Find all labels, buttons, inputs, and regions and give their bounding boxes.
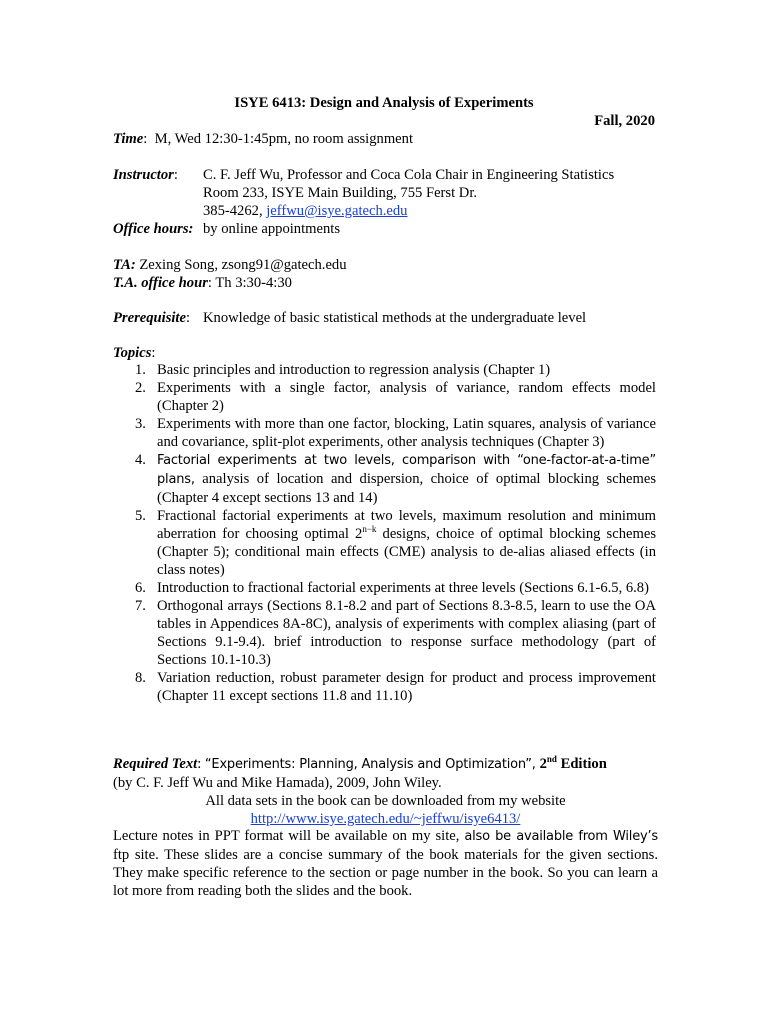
instructor-email-link[interactable]: jeffwu@isye.gatech.edu	[266, 203, 408, 219]
topic-number: 1.	[135, 362, 146, 378]
topic-text: analysis of location and dispersion, choice of optimal blocking schemes (Chapter 4 except sections 13 and 14)	[157, 471, 656, 506]
instructor-contact	[203, 202, 407, 220]
topic-text: Basic principles and introduction to regression analysis (Chapter 1)	[157, 362, 551, 378]
book-authors: (by C. F. Jeff Wu and Mike Hamada), 2009, John Wiley.	[113, 775, 442, 791]
exponent: n−k	[362, 524, 377, 535]
topic-item	[113, 379, 656, 415]
topic-text: Fractional factorial experiments at two levels, maximum resolution and minimum aberration for choosing optimal 2	[157, 508, 656, 542]
required-text-section	[113, 755, 658, 828]
topic-number: 7.	[135, 598, 146, 614]
topic-text: Experiments with a single factor, analysis of variance, random effects model (Chapter 2)	[157, 380, 656, 414]
time-label: Time	[113, 131, 144, 147]
topic-text-cont: designs, choice of optimal blocking schemes (Chapter 5); conditional main effects (CME) analysis to de-alias aliased effects (in class notes)	[157, 526, 656, 578]
topic-number: 4.	[135, 452, 146, 468]
prerequisite-label-row: Prerequisite:	[113, 310, 191, 326]
topic-text: Introduction to fractional factorial experiments at three levels (Sections 6.1-6.5, 6.8)	[157, 580, 649, 596]
instructor-room: Room 233, ISYE Main Building, 755 Ferst Dr.	[203, 185, 478, 201]
instructor-name: C. F. Jeff Wu, Professor and Coca Cola Chair in Engineering Statistics	[203, 167, 615, 183]
topics-label-row: Topics:	[113, 345, 156, 361]
topic-text: Variation reduction, robust parameter design for product and process improvement (Chapter 11 except sections 11.8 and 11.10)	[157, 670, 656, 704]
required-text-line: Required Text: “Experiments: Planning, Analysis and Optimization”, 2nd Edition	[113, 754, 607, 772]
ta-office-row: T.A. office hour: Th 3:30-4:30	[113, 275, 292, 291]
topic-number: 3.	[135, 416, 146, 432]
topics-label: Topics	[113, 345, 152, 361]
topic-item	[113, 507, 656, 579]
office-hours-value: by online appointments	[203, 221, 341, 237]
course-term: Fall, 2020	[594, 113, 655, 129]
lecture-notes-part3: ftp site. These slides are a concise summary of the book materials for the given sections. They make specific reference to the section or page number in the book. So you can learn a lot more from reading both the slides and the book.	[113, 847, 658, 899]
topics-list	[113, 361, 656, 705]
ta-value: Zexing Song, zsong91@gatech.edu	[139, 257, 347, 273]
office-hours-label: Office hours:	[113, 221, 194, 237]
topic-item	[113, 597, 656, 669]
prerequisite-value: Knowledge of basic statistical methods at the undergraduate level	[203, 310, 587, 326]
topic-text-sans: Factorial experiments at two levels, comparison with “one-factor-at-a-time” plans,	[157, 453, 656, 487]
instructor-label: Instructor	[113, 167, 174, 183]
ta-row	[113, 256, 347, 274]
ta-office-value: Th 3:30-4:30	[215, 275, 292, 291]
edition-number: 2	[539, 756, 547, 772]
time-value: M, Wed 12:30-1:45pm, no room assignment	[154, 131, 414, 147]
instructor-phone: 385-4262,	[203, 203, 267, 219]
required-text-label: Required Text	[113, 756, 198, 772]
prerequisite-label: Prerequisite	[113, 310, 186, 326]
edition-suffix: nd	[546, 754, 557, 765]
topic-text: Experiments with more than one factor, blocking, Latin squares, analysis of variance and covariance, split-plot experiments, other analysis techniques (Chapter 3)	[157, 416, 656, 450]
topic-number: 6.	[135, 580, 146, 596]
topic-item	[113, 451, 656, 507]
instructor-label-row: Instructor:	[113, 167, 178, 183]
topic-item	[113, 415, 656, 451]
lecture-notes-part2: also be available from Wiley’s	[464, 829, 659, 844]
topic-item	[113, 361, 656, 379]
website-row	[113, 810, 658, 828]
topic-item	[113, 669, 656, 705]
course-title: ISYE 6413: Design and Analysis of Experiments	[234, 95, 534, 111]
ta-office-label: T.A. office hour	[113, 275, 208, 291]
time-row: Time: M, Wed 12:30-1:45pm, no room assignment	[113, 131, 414, 147]
topic-number: 2.	[135, 380, 146, 396]
website-link[interactable]: http://www.isye.gatech.edu/~jeffwu/isye6413/	[250, 811, 521, 827]
ta-label: TA:	[113, 257, 136, 273]
edition-word: Edition	[556, 756, 607, 772]
topic-item	[113, 579, 656, 597]
topic-text: Orthogonal arrays (Sections 8.1-8.2 and part of Sections 8.3-8.5, learn to use the OA tables in Appendices 8A-8C), analysis of experiments with complex aliasing (part of Sections 9.1-9.4). brief introduction to response surface methodology (part of Sections 10.1-10.3)	[157, 598, 656, 668]
lecture-notes-paragraph	[113, 827, 658, 900]
lecture-notes-part1: Lecture notes in PPT format will be available on my site,	[113, 828, 465, 844]
book-title: “Experiments: Planning, Analysis and Optimization”,	[204, 757, 540, 772]
topic-number: 5.	[135, 508, 146, 524]
datasets-note: All data sets in the book can be downloaded from my website	[205, 793, 566, 809]
topic-number: 8.	[135, 670, 146, 686]
